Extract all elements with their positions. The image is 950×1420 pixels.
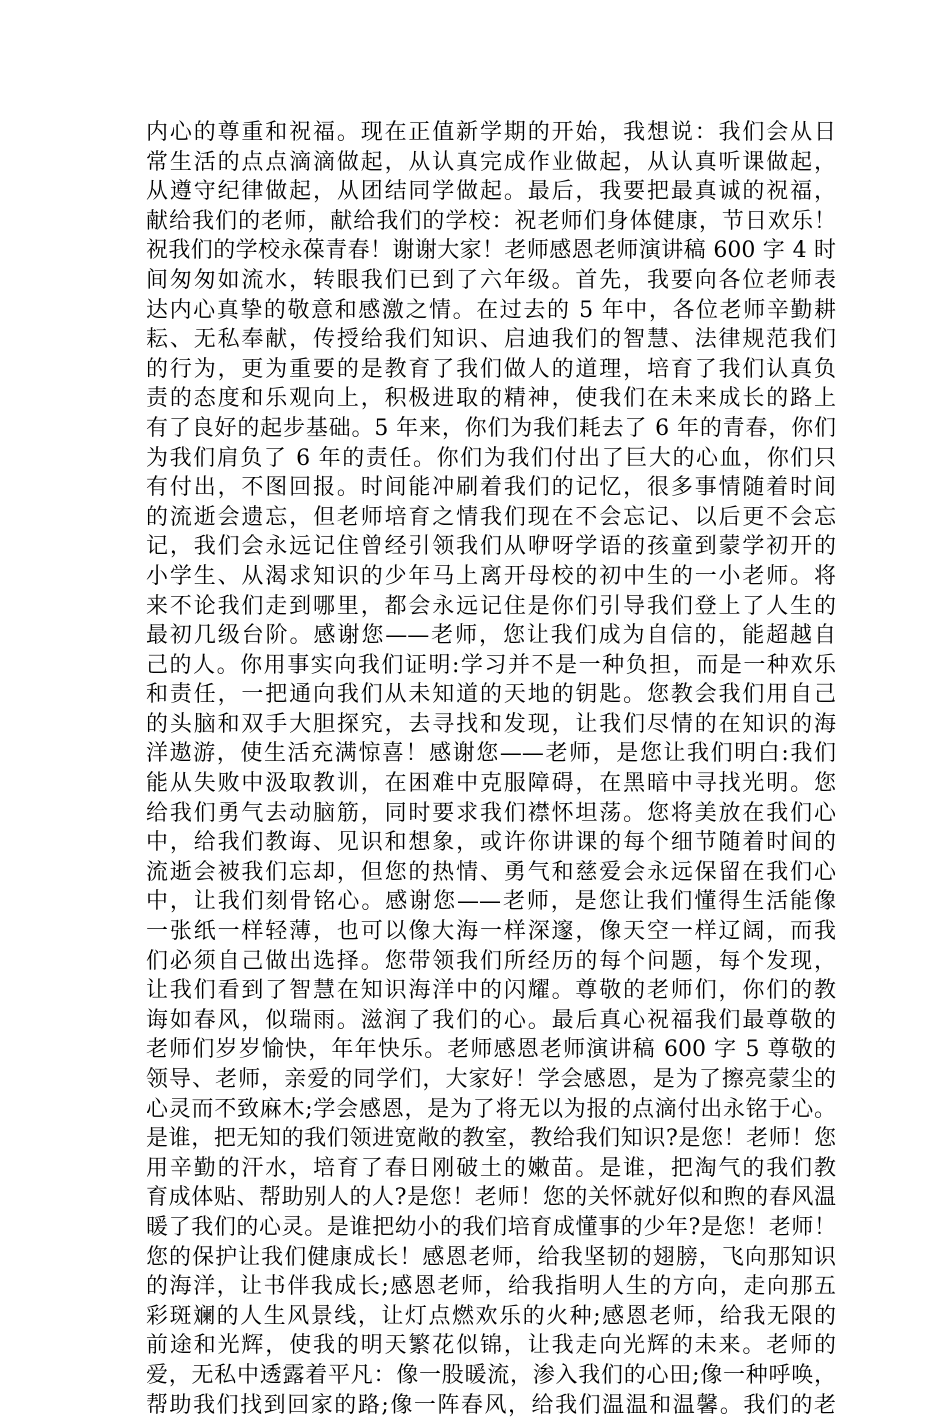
text-line: 老师们岁岁愉快，年年快乐。老师感恩老师演讲稿 600 字 5 尊敬的 [146,1037,836,1063]
text-line: 的头脑和双手大胆探究，去寻找和发现，让我们尽情的在知识的海 [146,711,836,737]
text-line: 中，给我们教诲、见识和想象，或许你讲课的每个细节随着时间的 [146,830,836,856]
text-line: 耘、无私奉献，传授给我们知识、启迪我们的智慧、法律规范我们 [146,327,836,353]
text-line: 达内心真挚的敬意和感激之情。在过去的 5 年中，各位老师辛勤耕 [146,297,836,323]
text-line: 内心的尊重和祝福。现在正值新学期的开始，我想说：我们会从日 [146,120,836,145]
text-line: 来不论我们走到哪里，都会永远记住是你们引导我们登上了人生的 [146,593,836,619]
text-line: 流逝会被我们忘却，但您的热情、勇气和慈爱会永远保留在我们心 [146,859,836,885]
body-text [146,118,836,1420]
text-line: 的流逝会遗忘，但老师培育之情我们现在不会忘记、以后更不会忘 [146,504,836,530]
text-line: 有了良好的起步基础。5 年来，你们为我们耗去了 6 年的青春，你们 [146,415,836,441]
text-line: 和责任，一把通向我们从未知道的天地的钥匙。您教会我们用自己 [146,682,836,708]
text-line: 爱，无私中透露着平凡：像一股暖流，渗入我们的心田;像一种呼唤， [146,1362,836,1388]
text-line: 常生活的点点滴滴做起，从认真完成作业做起，从认真听课做起， [146,149,836,175]
text-line: 最初几级台阶。感谢您——老师，您让我们成为自信的，能超越自 [146,623,836,649]
text-line: 小学生、从渴求知识的少年马上离开母校的初中生的一小老师。将 [146,563,836,589]
text-line: 的海洋，让书伴我成长;感恩老师，给我指明人生的方向，走向那五 [146,1274,836,1300]
text-line: 责的态度和乐观向上，积极进取的精神，使我们在未来成长的路上 [146,386,836,412]
text-line: 领导、老师，亲爱的同学们，大家好！学会感恩，是为了擦亮蒙尘的 [146,1067,836,1092]
text-line: 洋遨游，使生活充满惊喜！感谢您——老师，是您让我们明白:我们 [146,741,836,767]
text-line: 有付出，不图回报。时间能冲刷着我们的记忆，很多事情随着时间 [146,475,836,501]
text-line: 诲如春风，似瑞雨。滋润了我们的心。最后真心祝福我们最尊敬的 [146,1007,836,1033]
text-line: 是谁，把无知的我们领进宽敞的教室，教给我们知识?是您！老师！您 [146,1126,836,1152]
text-line: 间匆匆如流水，转眼我们已到了六年级。首先，我要向各位老师表 [146,267,836,293]
text-line: 给我们勇气去动脑筋，同时要求我们襟怀坦荡。您将美放在我们心 [146,800,836,826]
text-line: 彩斑斓的人生风景线，让灯点燃欢乐的火种;感恩老师，给我无限的 [146,1303,836,1329]
text-line: 用辛勤的汗水，培育了春日刚破土的嫩苗。是谁，把淘气的我们教 [146,1155,836,1181]
text-line: 前途和光辉，使我的明天繁花似锦，让我走向光辉的未来。老师的 [146,1333,836,1359]
text-line: 记，我们会永远记住曾经引领我们从咿呀学语的孩童到蒙学初开的 [146,534,836,560]
text-line: 们必须自己做出选择。您带领我们所经历的每个问题，每个发现， [146,948,836,974]
text-line: 祝我们的学校永葆青春！谢谢大家！老师感恩老师演讲稿 600 字 4 时 [146,238,836,264]
text-line: 能从失败中汲取教训，在困难中克服障碍，在黑暗中寻找光明。您 [146,771,836,797]
text-line: 帮助我们找到回家的路;像一阵春风，给我们温温和温馨。我们的老 [146,1392,836,1418]
text-line: 中，让我们刻骨铭心。感谢您——老师，是您让我们懂得生活能像 [146,889,836,915]
text-line: 从遵守纪律做起，从团结同学做起。最后，我要把最真诚的祝福， [146,179,836,205]
text-line: 您的保护让我们健康成长！感恩老师，给我坚韧的翅膀，飞向那知识 [146,1244,836,1270]
text-line: 让我们看到了智慧在知识海洋中的闪耀。尊敬的老师们，你们的教 [146,978,836,1004]
text-line: 心灵而不致麻木;学会感恩，是为了将无以为报的点滴付出永铭于心。 [146,1096,836,1122]
text-line: 的行为，更为重要的是教育了我们做人的道理，培育了我们认真负 [146,356,836,382]
text-line: 育成体贴、帮助别人的人?是您！老师！您的关怀就好似和煦的春风温 [146,1185,836,1211]
text-line: 一张纸一样轻薄，也可以像大海一样深邃，像天空一样辽阔，而我 [146,919,836,945]
text-line: 为我们肩负了 6 年的责任。你们为我们付出了巨大的心血，你们只 [146,445,836,471]
text-line: 献给我们的老师，献给我们的学校：祝老师们身体健康，节日欢乐！ [146,208,836,234]
text-line: 暖了我们的心灵。是谁把幼小的我们培育成懂事的少年?是您！老师！ [146,1214,836,1240]
text-line: 己的人。你用事实向我们证明:学习并不是一种负担，而是一种欢乐 [146,652,836,678]
